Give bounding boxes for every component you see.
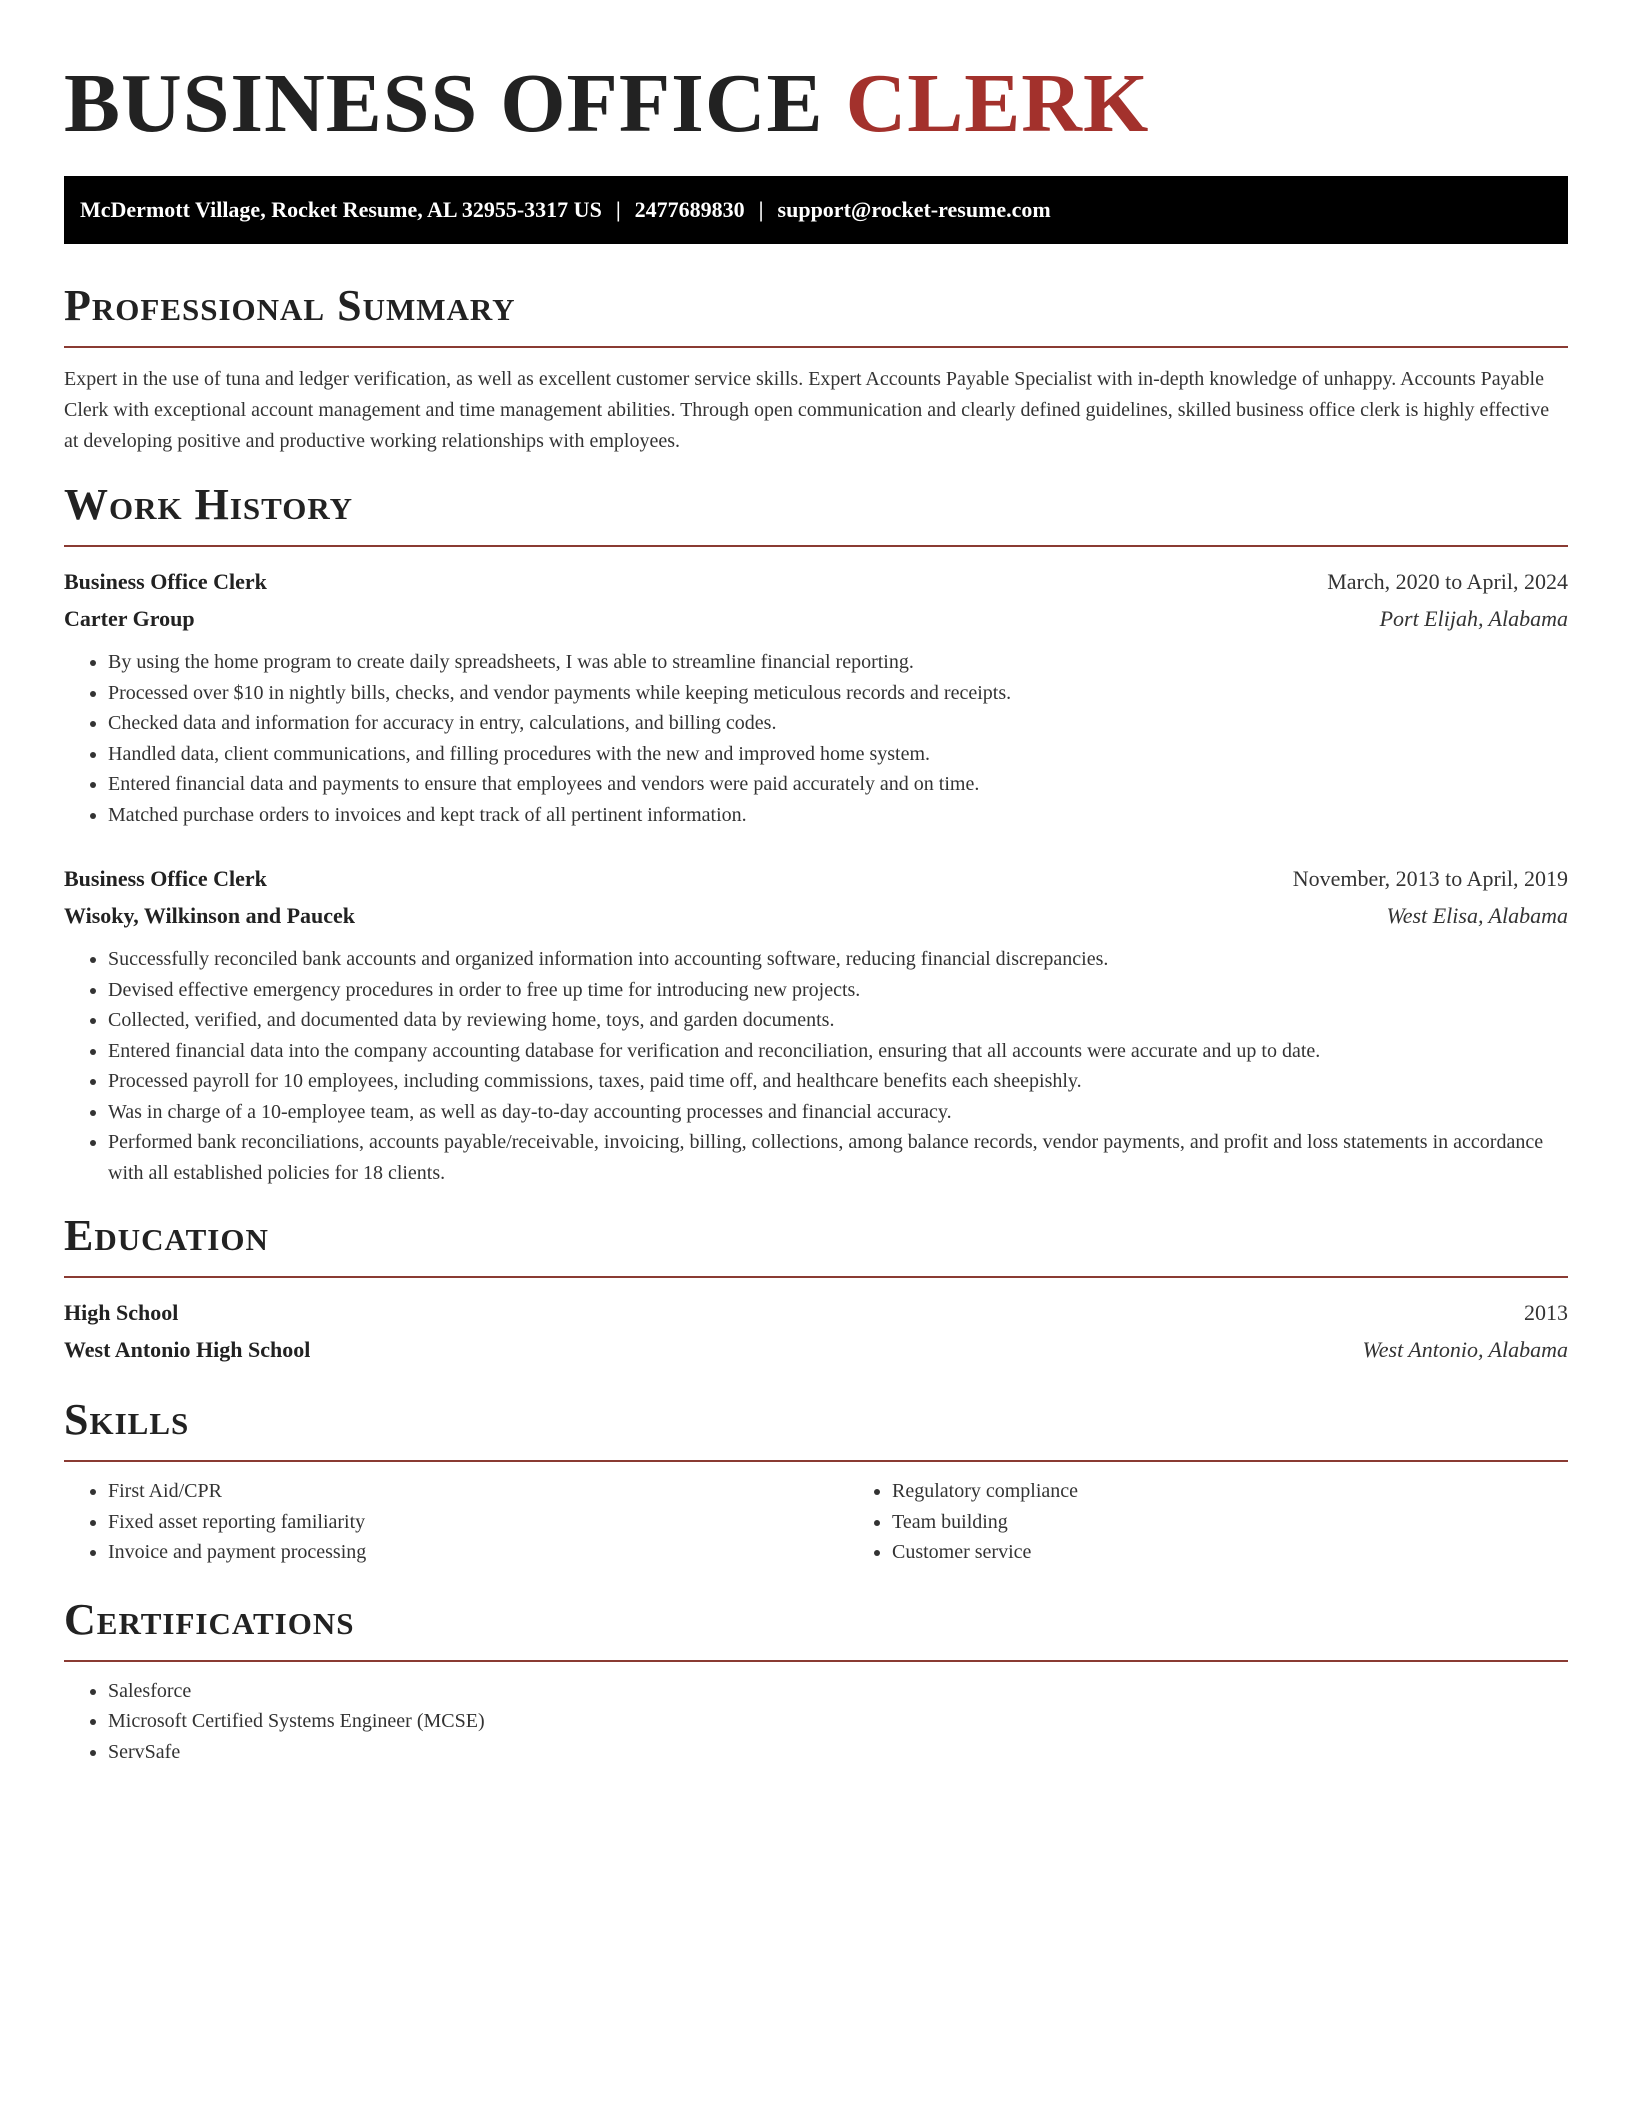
summary-text: Expert in the use of tuna and ledger verification, as well as excellent customer service skills. Expert Accounts Payable Specialist with in-depth knowledge of unhappy. Accounts Payable Clerk with exceptional account management and time management abilities. Through open communication and clearly defined guidelines, skilled business office clerk is highly effective at developing positive and productive working relationships with employees. bbox=[64, 368, 1550, 452]
certifications-section bbox=[64, 1594, 1568, 1768]
job-header-row bbox=[64, 860, 1568, 897]
job-bullet: • Matched purchase orders to invoices and kept track of all pertinent information. bbox=[108, 800, 1568, 831]
summary-title: Professional Summary bbox=[64, 281, 516, 330]
work-history-title: Work History bbox=[64, 480, 354, 529]
job-bullet: • Checked data and information for accuracy in entry, calculations, and billing codes. bbox=[108, 708, 1568, 739]
contact-address: McDermott Village, Rocket Resume, AL 32955-3317 US bbox=[80, 197, 602, 222]
name-main: BUSINESS OFFICE bbox=[64, 57, 846, 150]
certifications-title: Certifications bbox=[64, 1594, 355, 1644]
skill-item: • Customer service bbox=[892, 1537, 1632, 1568]
work-history-section bbox=[64, 479, 1568, 1188]
job-bullet: • Processed payroll for 10 employees, including commissions, taxes, paid time off, and healthcare benefits each sheepishly. bbox=[108, 1066, 1568, 1097]
job-bullet: • Handled data, client communications, and filling procedures with the new and improved home system. bbox=[108, 739, 1568, 770]
job-entry bbox=[64, 563, 1568, 830]
certifications-list bbox=[64, 1676, 1568, 1768]
education-degree: High School bbox=[64, 1300, 179, 1325]
job-bullet: • Entered financial data and payments to ensure that employees and vendors were paid accurately and on time. bbox=[108, 769, 1568, 800]
section-divider bbox=[64, 545, 1568, 547]
skill-item: • Regulatory compliance bbox=[892, 1476, 1632, 1507]
contact-phone: 2477689830 bbox=[634, 197, 745, 222]
job-position: Business Office Clerk bbox=[64, 569, 267, 594]
skills-title: Skills bbox=[64, 1395, 190, 1444]
skills-list-right bbox=[848, 1476, 1632, 1568]
job-dates: November, 2013 to April, 2019 bbox=[1292, 866, 1568, 891]
job-bullet: • Entered financial data into the company accounting database for verification and reconciliation, ensuring that all accounts were accurate and up to date. bbox=[108, 1036, 1568, 1067]
education-entry bbox=[64, 1294, 1568, 1368]
skills-list-left bbox=[64, 1476, 848, 1568]
education-section bbox=[64, 1210, 1568, 1368]
job-bullet: • Devised effective emergency procedures in order to free up time for introducing new projects. bbox=[108, 975, 1568, 1006]
certification-item: • Salesforce bbox=[108, 1676, 1568, 1707]
education-title: Education bbox=[64, 1211, 269, 1260]
job-bullet: • Performed bank reconciliations, accounts payable/receivable, invoicing, billing, collections, among balance records, vendor payments, and profit and loss statements in accordance with all established policies for 18 clients. bbox=[108, 1127, 1568, 1188]
job-bullet: • Successfully reconciled bank accounts and organized information into accounting software, reducing financial discrepancies. bbox=[108, 944, 1568, 975]
skill-item: • Fixed asset reporting familiarity bbox=[108, 1507, 848, 1538]
certification-item: • ServSafe bbox=[108, 1737, 1568, 1768]
skill-item: • Team building bbox=[892, 1507, 1632, 1538]
education-school-row bbox=[64, 1331, 1568, 1368]
job-bullet: • Collected, verified, and documented data by reviewing home, toys, and garden documents. bbox=[108, 1005, 1568, 1036]
contact-bar bbox=[64, 176, 1568, 244]
skill-item: • Invoice and payment processing bbox=[108, 1537, 848, 1568]
job-bullets bbox=[64, 944, 1568, 1188]
education-year: 2013 bbox=[1524, 1300, 1568, 1325]
certification-item: • Microsoft Certified Systems Engineer (MCSE) bbox=[108, 1706, 1568, 1737]
section-divider bbox=[64, 1660, 1568, 1662]
resume-page bbox=[64, 0, 1568, 1767]
name-accent: CLERK bbox=[845, 57, 1150, 150]
contact-email: support@rocket-resume.com bbox=[777, 197, 1051, 222]
job-company: Carter Group bbox=[64, 606, 195, 631]
job-dates: March, 2020 to April, 2024 bbox=[1327, 569, 1568, 594]
job-bullet: • By using the home program to create daily spreadsheets, I was able to streamline financial reporting. bbox=[108, 647, 1568, 678]
job-bullets bbox=[64, 647, 1568, 830]
skill-item: • First Aid/CPR bbox=[108, 1476, 848, 1507]
resume-name bbox=[64, 0, 1568, 154]
contact-separator: | bbox=[615, 197, 621, 222]
education-header-row bbox=[64, 1294, 1568, 1331]
job-company-row bbox=[64, 600, 1568, 637]
skills-grid bbox=[64, 1476, 1568, 1568]
skills-section bbox=[64, 1394, 1568, 1568]
section-divider bbox=[64, 1460, 1568, 1462]
section-divider bbox=[64, 346, 1568, 348]
education-school: West Antonio High School bbox=[64, 1337, 311, 1362]
contact-separator: | bbox=[758, 197, 764, 222]
job-bullet: • Was in charge of a 10-employee team, as well as day-to-day accounting processes and financial accuracy. bbox=[108, 1097, 1568, 1128]
job-position: Business Office Clerk bbox=[64, 866, 267, 891]
job-company-row bbox=[64, 897, 1568, 934]
job-header-row bbox=[64, 563, 1568, 600]
job-bullet: • Processed over $10 in nightly bills, checks, and vendor payments while keeping meticulous records and receipts. bbox=[108, 678, 1568, 709]
education-location: West Antonio, Alabama bbox=[1362, 1337, 1568, 1362]
job-location: Port Elijah, Alabama bbox=[1379, 606, 1568, 631]
job-entry bbox=[64, 860, 1568, 1188]
job-company: Wisoky, Wilkinson and Paucek bbox=[64, 903, 356, 928]
job-location: West Elisa, Alabama bbox=[1386, 903, 1568, 928]
summary-section bbox=[64, 280, 1568, 457]
section-divider bbox=[64, 1276, 1568, 1278]
